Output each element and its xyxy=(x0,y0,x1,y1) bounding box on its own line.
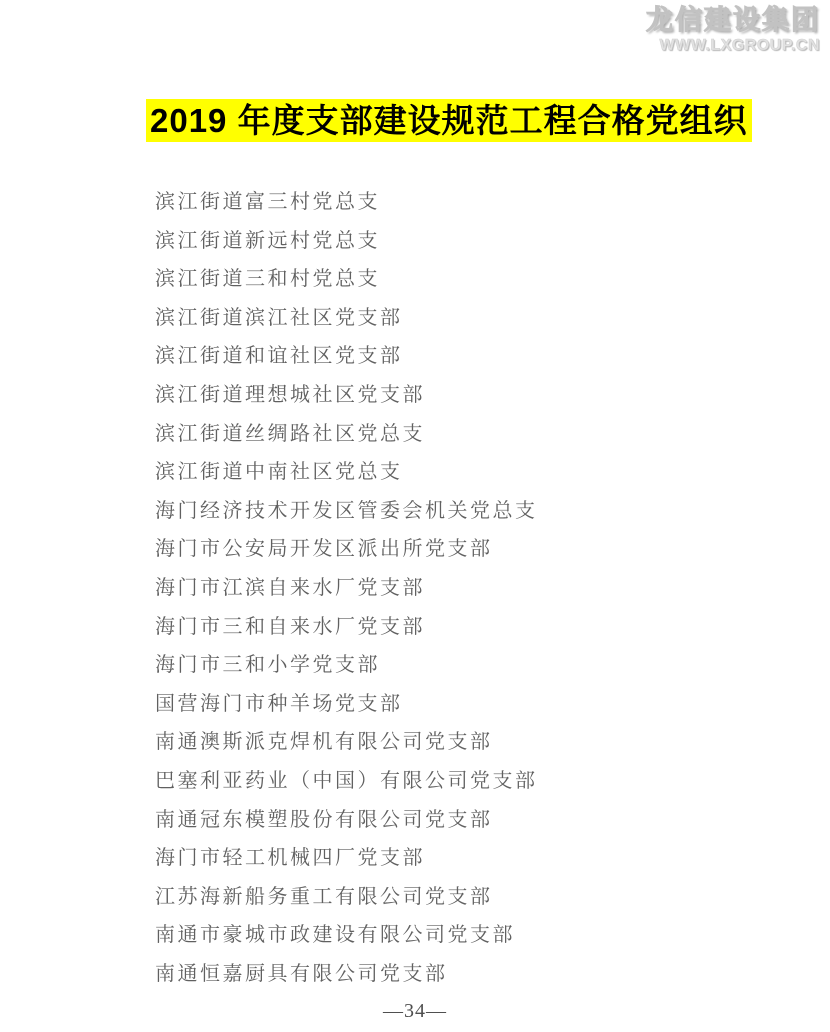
org-list-item: 江苏海新船务重工有限公司党支部 xyxy=(155,885,493,908)
org-list-item: 滨江街道三和村党总支 xyxy=(155,268,380,291)
org-list-item: 海门市三和小学党支部 xyxy=(155,654,380,677)
org-list-item: 滨江街道理想城社区党支部 xyxy=(155,383,425,406)
org-list-item: 滨江街道富三村党总支 xyxy=(155,191,380,213)
org-list-item: 南通市豪城市政建设有限公司党支部 xyxy=(155,924,515,947)
company-logo-text: 龙信建设集团 xyxy=(646,5,820,35)
org-list-item: 海门市轻工机械四厂党支部 xyxy=(155,847,425,870)
org-list-item: 巴塞利亚药业（中国）有限公司党支部 xyxy=(155,769,538,792)
org-list-item: 滨江街道和谊社区党支部 xyxy=(155,345,403,368)
page-number: —34— xyxy=(383,1000,447,1022)
org-list-item: 滨江街道中南社区党总支 xyxy=(155,461,403,484)
org-list-item: 海门市公安局开发区派出所党支部 xyxy=(155,538,493,561)
org-list-item: 海门经济技术开发区管委会机关党总支 xyxy=(155,499,538,522)
company-website-text: WWW.LXGROUP.CN xyxy=(659,37,820,54)
company-watermark xyxy=(646,4,820,55)
org-list-item: 南通恒嘉厨具有限公司党支部 xyxy=(155,962,448,985)
org-list-item: 南通冠东模塑股份有限公司党支部 xyxy=(155,808,493,831)
org-list-item: 滨江街道丝绸路社区党总支 xyxy=(155,422,425,445)
org-list-item: 海门市江滨自来水厂党支部 xyxy=(155,576,425,599)
org-list-item: 国营海门市种羊场党支部 xyxy=(155,692,403,715)
org-list-item: 滨江街道滨江社区党支部 xyxy=(155,306,403,329)
title-block xyxy=(146,99,752,142)
organization-list xyxy=(155,183,775,993)
org-list-item: 滨江街道新远村党总支 xyxy=(155,229,380,252)
org-list-item: 海门市三和自来水厂党支部 xyxy=(155,615,425,638)
page-title: 2019 年度支部建设规范工程合格党组织 xyxy=(146,99,752,142)
org-list-item: 南通澳斯派克焊机有限公司党支部 xyxy=(155,731,493,754)
